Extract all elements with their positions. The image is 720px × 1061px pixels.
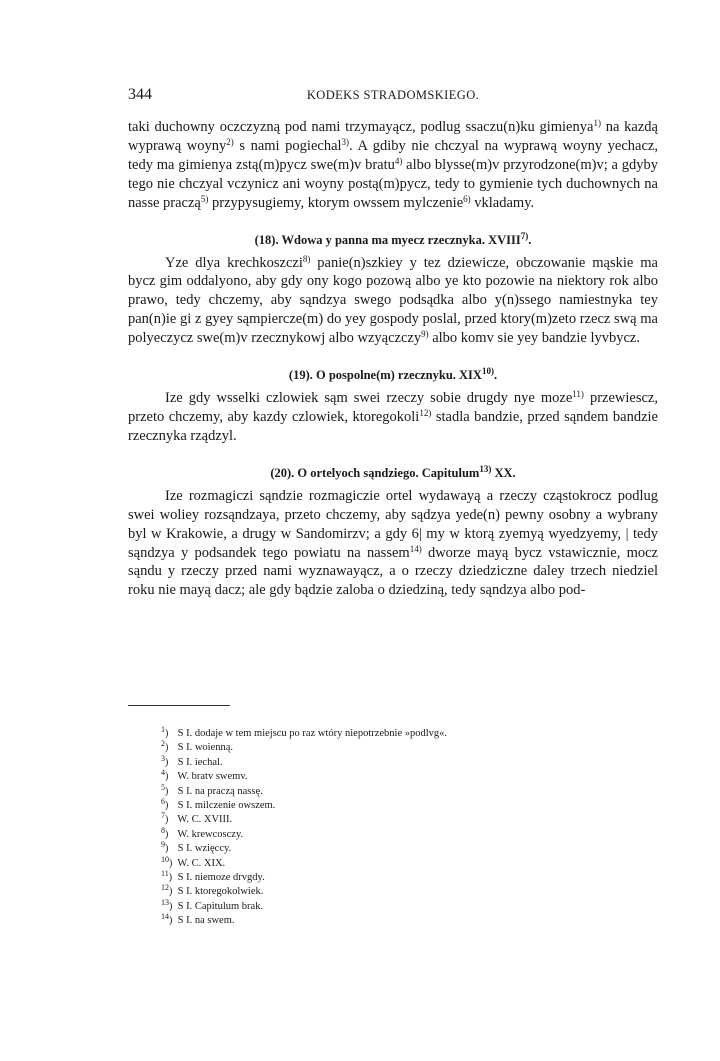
footnote-text: S I. niemoze drvgdy. <box>175 871 265 883</box>
footnote-reference: 5) <box>200 193 209 204</box>
footnote-item <box>161 727 631 741</box>
footnote-reference: 7) <box>520 230 529 241</box>
footnote-reference: 11) <box>572 389 584 400</box>
footnote-reference: 4) <box>394 155 403 166</box>
section-heading <box>128 232 658 248</box>
text-run: taki duchowny oczczyzną pod nami trzymayącz, podlug ssaczu(n)ku gimienya <box>128 119 594 135</box>
footnote-marker: $^{13}$) <box>161 897 173 912</box>
text-run: . <box>493 368 498 383</box>
footnote-text: S I. na swem. <box>175 915 235 927</box>
footnote-marker: $^5$) <box>161 782 169 797</box>
text-run: stadla bandzie, przed sąndem bandzie rzecznyka rządzyl. <box>128 408 658 444</box>
footnote-reference: 12) <box>419 407 432 418</box>
footnote-item <box>161 842 631 856</box>
page-number: 344 <box>128 86 152 103</box>
footnote-text: W. krewcosczy. <box>175 828 244 840</box>
running-title: KODEKS STRADOMSKIEGO. <box>306 88 480 102</box>
text-run: vkladamy. <box>470 194 535 211</box>
text-run: przypysugiemy, ktorym owssem mylczenie <box>208 194 464 211</box>
footnote-marker: $^3$) <box>161 753 169 768</box>
footnote-item <box>161 825 631 842</box>
footnote-marker: $^1$) <box>161 725 169 739</box>
footnote-text: W. C. XIX. <box>175 857 226 869</box>
footnote-reference: 9) <box>421 329 429 340</box>
footnote-reference: 2) <box>226 136 234 147</box>
text-run: panie(n)szkiey y tez dziewicze, obczowanie mąskie ma bycz gim oddalyono, aby gdy ony kogo pozową albo ye kto pozowie na niektory rok albo prawo, tedy chczemy, aby sąndzya swego podsądka albo y(n)ssego namiestnyka tey pan(n)ie gi z gyey sąmpiercze(m) do yey gospody poslal, przed ktory(m)zeto rzecz swą ma polyeczycz swe(m)v rzecznykowj albo wzyączczy <box>128 254 658 347</box>
footnote-text: S I. wzięccy. <box>175 843 232 855</box>
text-run: Ize gdy wsselki czlowiek sąm swei rzeczy sobie drugdy nye moze <box>165 390 573 407</box>
footnote-item <box>161 897 631 914</box>
footnote-reference: 1) <box>593 118 601 128</box>
footnote-number: 1 <box>161 725 165 734</box>
text-run: albo blysse(m)v przyrodzone(m)v; a gdyby tego nie chczyal vczynicz ani woyny postą(m)pycz, tedy to gymienie tych duchownych na nasse praczą <box>128 156 658 211</box>
footnote-number: 10 <box>161 854 169 864</box>
body-paragraph <box>128 487 658 600</box>
footnote-marker: $^6$) <box>161 796 169 811</box>
text-run: albo komv sie yey bandzie lyvbycz. <box>428 330 640 347</box>
footnote-number: 6 <box>161 796 165 806</box>
text-run: (18). Wdowa y panna ma myecz rzecznyka. XVIII <box>254 232 521 247</box>
footnote-item <box>161 885 631 899</box>
text-run: Ize rozmagiczi sąndzie rozmagiczie ortel wydawayą a rzeczy cząstokrocz podlug swei woliey rozsąndzaya, przeto chczemy, aby sądzya yede(n) pewny osobny a wybrany byl w Krakowie, a drugy w Sandomirzv; a gdy 6| my w ktorą zyemyą wyedzyemy, | tedy sąndzya y podsandek tego powiatu na nassem <box>128 487 658 561</box>
footnote-item <box>161 914 631 928</box>
text-run: s nami pogiechal <box>233 137 342 154</box>
footnote-item <box>161 868 631 885</box>
text-run: (19). O pospolne(m) rzecznyku. XIX <box>288 368 482 383</box>
footnote-reference: 6) <box>463 193 471 204</box>
footnote-reference: 13) <box>479 463 492 474</box>
footnote-number: 9 <box>161 840 165 850</box>
footnote-text: S I. iechal. <box>175 756 223 768</box>
footnote-item <box>161 854 631 871</box>
text-run: . <box>528 232 532 247</box>
footnote-item <box>161 782 631 799</box>
body-text <box>128 118 658 600</box>
footnote-marker: $^2$) <box>161 739 169 754</box>
footnote-item <box>161 741 631 755</box>
body-paragraph <box>128 118 658 213</box>
footnote-reference: 10) <box>481 366 494 377</box>
footnote-item <box>161 796 631 813</box>
footnote-marker: $^4$) <box>161 768 169 783</box>
footnote-number: 3 <box>161 753 165 763</box>
footnote-marker: $^{11}$) <box>161 868 173 883</box>
footnote-text: S I. dodaje w tem miejscu po raz wtóry niepotrzebnie »podlvg«. <box>175 728 448 739</box>
footnote-number: 5 <box>161 782 165 792</box>
footnote-divider <box>128 705 230 706</box>
footnote-number: 14 <box>161 912 169 922</box>
footnotes-list <box>161 727 631 928</box>
text-run: XX. <box>491 465 516 480</box>
text-run: . A gdiby nie chczyal na wyprawą woyny yechacz, tedy ma gimienya zstą(m)pycz swe(m)v bratu <box>128 137 658 173</box>
footnote-marker: $^8$) <box>161 825 169 840</box>
footnote-item <box>161 770 631 784</box>
footnote-marker: $^7$) <box>161 811 169 826</box>
footnote-reference: 8) <box>302 253 311 264</box>
text-run: na kazdą wyprawą woyny <box>128 119 658 154</box>
footnote-reference: 3) <box>341 136 350 147</box>
footnote-number: 4 <box>161 768 165 778</box>
footnote-text: S I. milczenie owszem. <box>175 799 276 811</box>
footnote-item <box>161 753 631 770</box>
footnote-text: S I. Capitulum brak. <box>175 900 264 912</box>
footnote-text: S I. ktoregokolwiek. <box>175 886 264 898</box>
footnote-number: 8 <box>161 825 165 835</box>
footnote-number: 7 <box>161 811 165 821</box>
text-run: Yze dlya krechkoszczi <box>165 254 303 271</box>
page-header <box>128 86 658 108</box>
footnote-reference: 14) <box>409 543 422 554</box>
footnote-text: W. bratv swemv. <box>175 771 248 783</box>
footnote-number: 11 <box>161 868 169 878</box>
text-run: (20). O ortelyoch sąndziego. Capitulum <box>270 465 480 480</box>
section-heading <box>128 367 658 383</box>
body-paragraph <box>128 389 658 446</box>
footnote-text: S I. na praczą nassę. <box>175 785 263 797</box>
text-run: dworze mayą bycz vstawicznie, mocz sąndu y rzeczy przed nami wyznawayącz, a o rzeczy dziedziczne daley trzech niedziel roku nie mayą dacz; ale gdy bądzie zaloba o dziedziną, tedy sąndzya albo pod- <box>128 544 658 599</box>
footnote-marker: $^9$) <box>161 840 169 855</box>
footnote-number: 12 <box>161 883 169 893</box>
body-paragraph <box>128 254 658 349</box>
section-heading <box>128 465 658 481</box>
text-run: przewiescz, przeto chczemy, aby kazdy czlowiek, ktoregokoli <box>128 390 658 425</box>
footnote-number: 13 <box>161 897 169 907</box>
footnote-marker: $^{12}$) <box>161 883 173 898</box>
footnote-item <box>161 813 631 827</box>
footnote-text: S I. woienną. <box>175 742 234 754</box>
footnote-marker: $^{14}$) <box>161 912 173 927</box>
footnote-marker: $^{10}$) <box>161 854 173 869</box>
footnote-text: W. C. XVIII. <box>175 814 233 826</box>
footnote-number: 2 <box>161 739 165 749</box>
